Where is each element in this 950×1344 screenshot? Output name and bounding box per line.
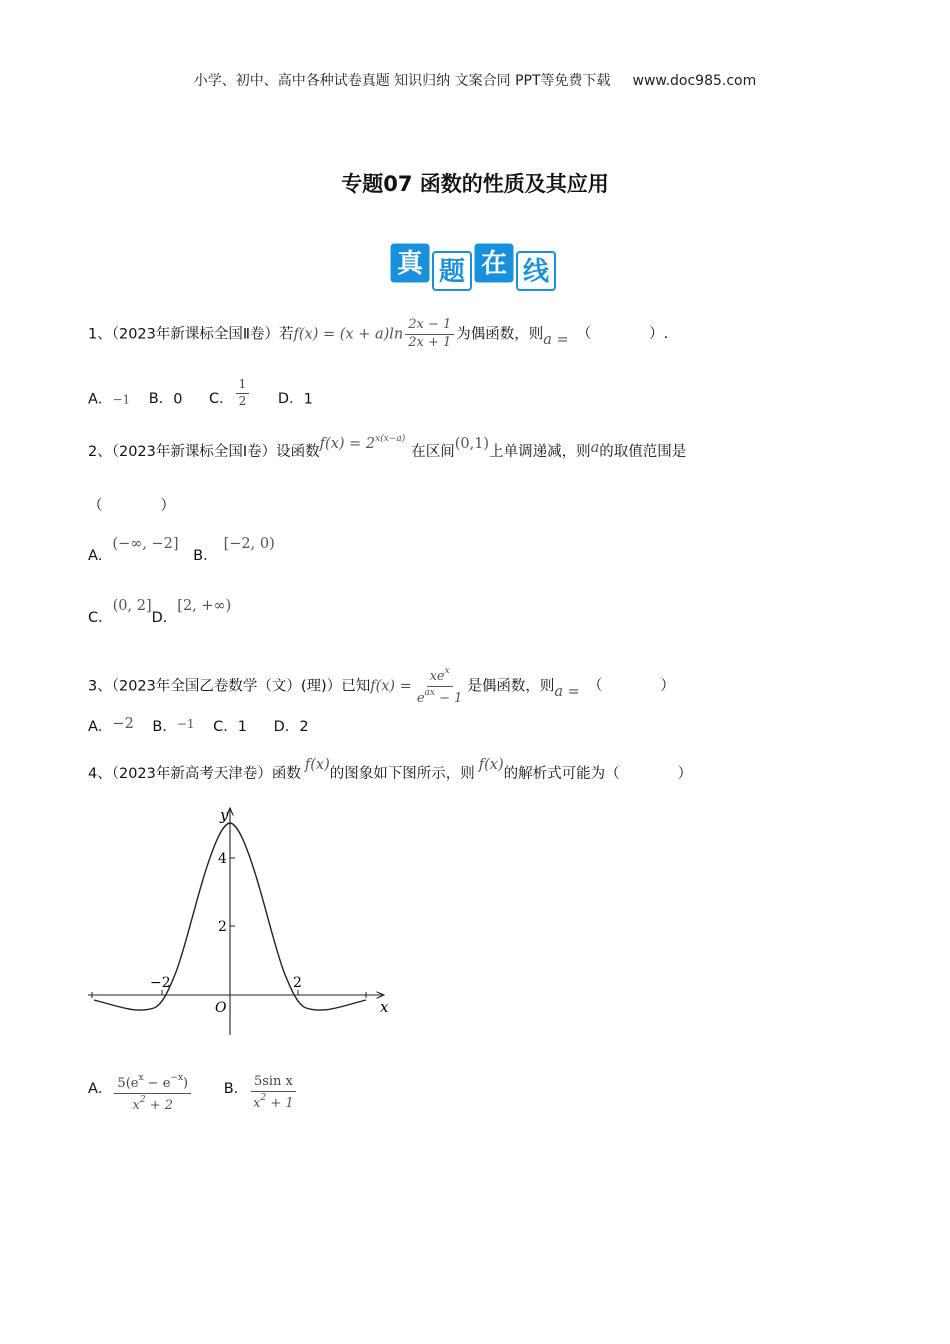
option-value: 0	[173, 391, 183, 408]
question-number: 1、	[88, 326, 112, 343]
y-axis-label: y	[220, 806, 229, 824]
q2-answer-blank: （ ）	[88, 498, 175, 514]
question-4: 4、（2023年新高考天津卷）函数f(x)的图象如下图所示，则f(x)的解析式可能为（ ）	[88, 757, 693, 782]
q1-options: A．−1 B．0 C． $\frac{1}{2}$ D．1	[88, 377, 313, 408]
question-number: 2、	[88, 444, 112, 460]
question-3: 3、（2023年全国乙卷数学（文）(理)）已知f(x) = $\frac{xe^x}{e^{ax} - 1}$ 是偶函数，则a = （ ）	[88, 666, 675, 706]
question-source: （2023年全国乙卷数学（文）(理)）已知	[111, 678, 371, 695]
option-value: [−2, 0)	[223, 536, 275, 552]
option-value: −1	[176, 717, 195, 731]
question-number: 4、	[88, 766, 112, 782]
section-badge	[390, 242, 560, 292]
function-expression: f(x)	[304, 757, 330, 773]
option-value: −1	[112, 392, 131, 407]
x-tick-label: 2	[293, 975, 302, 991]
x-tick-label: −2	[150, 975, 171, 991]
answer-blank: （ ）.	[576, 326, 669, 343]
option-value: 1	[303, 391, 313, 408]
page-title: 专题07 函数的性质及其应用	[341, 172, 609, 196]
option-fraction: $\frac{1}{2}$	[236, 378, 250, 409]
badge-char-4: 线	[522, 257, 550, 287]
badge-char-3: 在	[480, 249, 508, 279]
option-fraction: $\frac{\text{5sin x}}{x^2 + 1}$	[250, 1075, 297, 1112]
variable: a =	[554, 684, 580, 701]
function-expression: f(x)	[478, 757, 504, 773]
function-expression: $f(x) = 2^{x(x-a)}$	[319, 434, 406, 452]
option-fraction: $\frac{5(e^x - e^{-x})}{x^2 + 2}$	[114, 1073, 191, 1114]
function-expression: f(x) = (x + a)ln	[293, 326, 404, 343]
header-text: 小学、初中、高中各种试卷真题 知识归纳 文案合同 PPT等免费下载	[193, 73, 611, 89]
fraction: $\frac{2x - 1}{2x + 1}$	[405, 318, 454, 351]
q2-options-row-2: C．(0, 2]D．[2, +∞)	[88, 598, 232, 626]
option-value: [2, +∞)	[177, 598, 232, 614]
y-tick-label: 2	[218, 919, 227, 935]
question-source: （2023年新课标全国Ⅰ卷）设函数	[111, 444, 320, 460]
fraction: $\frac{xe^x}{e^{ax} - 1}$	[416, 666, 463, 706]
origin-label: O	[215, 1000, 227, 1016]
question-source: （2023年新课标全国Ⅱ卷）若	[111, 326, 294, 343]
x-axis-label: x	[380, 998, 389, 1016]
badge-char-2: 题	[438, 257, 466, 287]
option-value: (−∞, −2]	[112, 536, 179, 552]
variable: a =	[543, 332, 569, 349]
function-graph	[84, 800, 394, 1040]
q4-options: A． $\frac{5(e^x - e^{-x})}{x^2 + 2}$ B． $\frac{\text{5sin x}}{x^2 + 1}$	[88, 1073, 299, 1114]
header-url: www.doc985.com	[632, 73, 757, 89]
variable: a	[590, 440, 600, 456]
question-source: （2023年新高考天津卷）函数	[111, 766, 301, 782]
option-value: 2	[299, 719, 309, 735]
question-number: 3、	[88, 678, 112, 695]
badge-char-1: 真	[396, 249, 424, 279]
option-value: 1	[237, 719, 248, 735]
q2-options-row-1: A．(−∞, −2] B．[−2, 0)	[88, 536, 275, 564]
page-header	[0, 70, 950, 90]
option-value: (0, 2]	[112, 598, 152, 614]
option-value: −2	[112, 716, 134, 732]
interval: (0,1)	[454, 436, 490, 452]
y-tick-label: 4	[218, 851, 227, 867]
q3-options: A．−2 B．$^{-1}$ C．1 D．2	[88, 716, 309, 735]
function-expression: f(x) =	[370, 678, 412, 695]
answer-blank: （ ）	[587, 678, 675, 695]
question-2: 2、（2023年新课标全国Ⅰ卷）设函数$f(x) = 2^{x(x-a)}$在区间(0,1)上单调递减，则a的取值范围是	[88, 434, 687, 460]
question-1: 1、（2023年新课标全国Ⅱ卷）若f(x) = (x + a)ln $\frac{2x - 1}{2x + 1}$ 为偶函数，则a = （ ）.	[88, 317, 669, 350]
